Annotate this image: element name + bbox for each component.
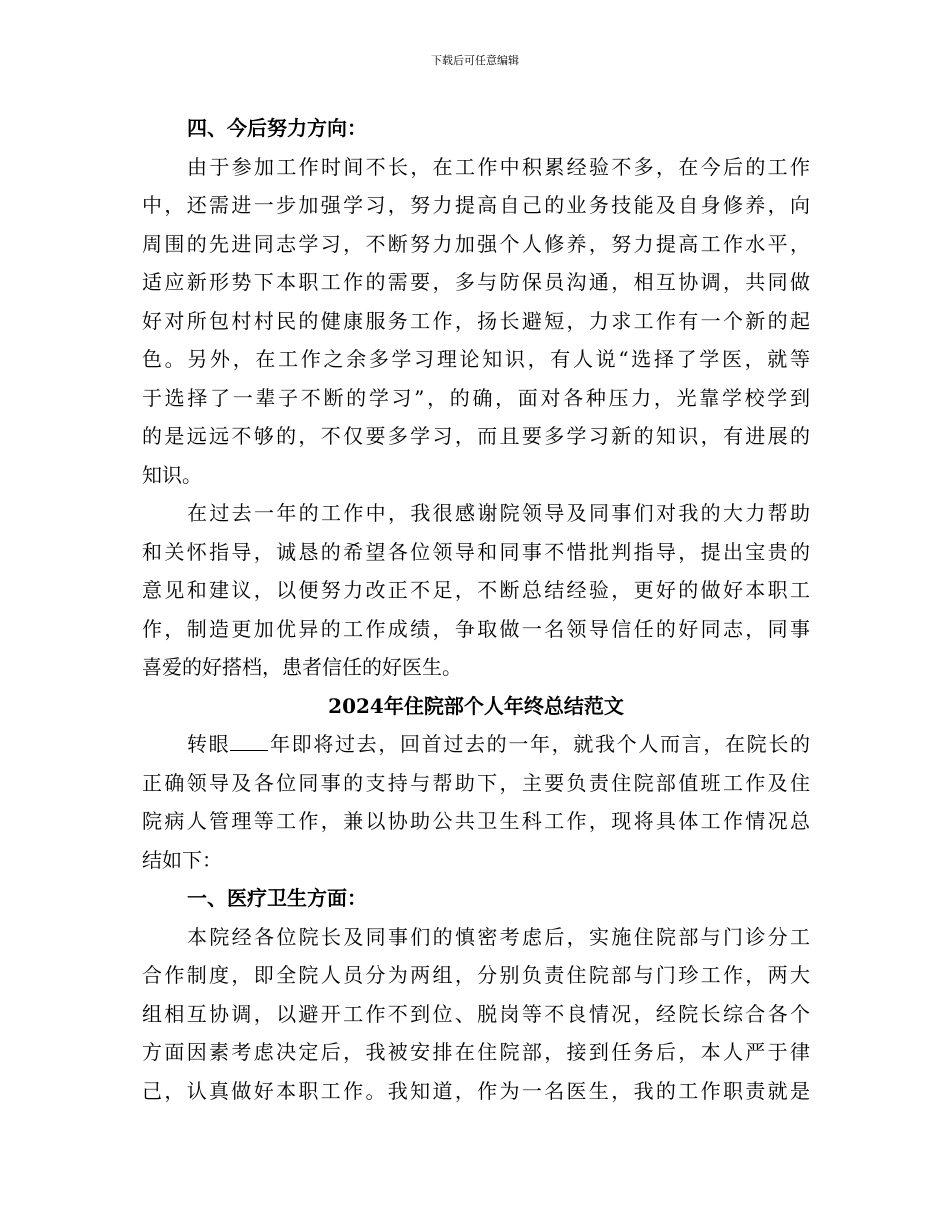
text-line: 于选择了一辈子不断的学习”，的确，面对各种压力，光靠学校学到 [142, 385, 810, 410]
section-heading-medical: 一、医疗卫生方面： [187, 886, 367, 910]
text-line: 合作制度，即全院人员分为两组，分别负责住院部与门珍工作，两大 [142, 963, 810, 987]
intro-after-blank-text: 年即将过去，回首过去的一年，就我个人而言，在院长的 [268, 732, 811, 756]
section-heading-future-direction: 四、今后努力方向： [187, 116, 367, 140]
text-line: 色。另外，在工作之余多学习理论知识，有人说“选择了学医，就等 [142, 347, 810, 371]
paragraph-medical [142, 918, 810, 1111]
text-line [142, 725, 810, 764]
page-header-note: 下载后可任意编辑 [431, 54, 519, 67]
text-line: 意见和建议，以便努力改正不足，不断总结经验，更好的做好本职工 [142, 578, 810, 602]
paragraph-intro [142, 725, 810, 879]
article-title: 2024年住院部个人年终总结范文 [328, 693, 624, 718]
paragraph-future-direction [142, 148, 810, 495]
text-line: 知识。 [142, 462, 202, 487]
text-line: 作，制造更加优异的工作成绩，争取做一名领导信任的好同志，同事 [142, 616, 810, 641]
text-line: 己，认真做好本职工作。我知道，作为一名医生，我的工作职责就是 [142, 1078, 810, 1103]
text-line: 中，还需进一步加强学习，努力提高自己的业务技能及自身修养，向 [142, 193, 810, 217]
paragraph-thanks [142, 494, 810, 687]
text-line: 正确领导及各位同事的支持与帮助下，主要负责住院部值班工作及住 [142, 770, 810, 795]
text-line: 适应新形势下本职工作的需要，多与防保员沟通，相互协调，共同做 [142, 270, 810, 294]
text-line: 方面因素考虑决定后，我被安排在住院部，接到任务后，本人严于律 [142, 1040, 810, 1064]
text-line: 和关怀指导，诚恳的希望各位领导和同事不惜批判指导，提出宝贵的 [142, 539, 810, 564]
text-line: 结如下： [142, 847, 222, 872]
text-line: 在过去一年的工作中，我很感谢院领导及同事们对我的大力帮助 [187, 501, 810, 525]
intro-start-text: 转眼 [187, 732, 231, 756]
text-line: 周围的先进同志学习，不断努力加强个人修养，努力提高工作水平， [142, 231, 810, 256]
text-line: 由于参加工作时间不长，在工作中积累经验不多，在今后的工作 [187, 154, 810, 179]
text-line: 的是远远不够的，不仅要多学习，而且要多学习新的知识，有进展的 [142, 424, 810, 448]
text-line: 组相互协调，以避开工作不到位、脱岗等不良情况，经院长综合各个 [142, 1001, 810, 1026]
text-line: 好对所包村村民的健康服务工作，扬长避短，力求工作有一个新的起 [142, 308, 810, 333]
text-line: 本院经各位院长及同事们的慎密考虑后，实施住院部与门诊分工 [187, 924, 810, 949]
text-line: 院病人管理等工作，兼以协助公共卫生科工作，现将具体工作情况总 [142, 809, 810, 833]
fill-in-blank [230, 732, 268, 751]
text-line: 喜爱的好搭档，患者信任的好医生。 [142, 655, 462, 679]
document-body [142, 109, 810, 1110]
